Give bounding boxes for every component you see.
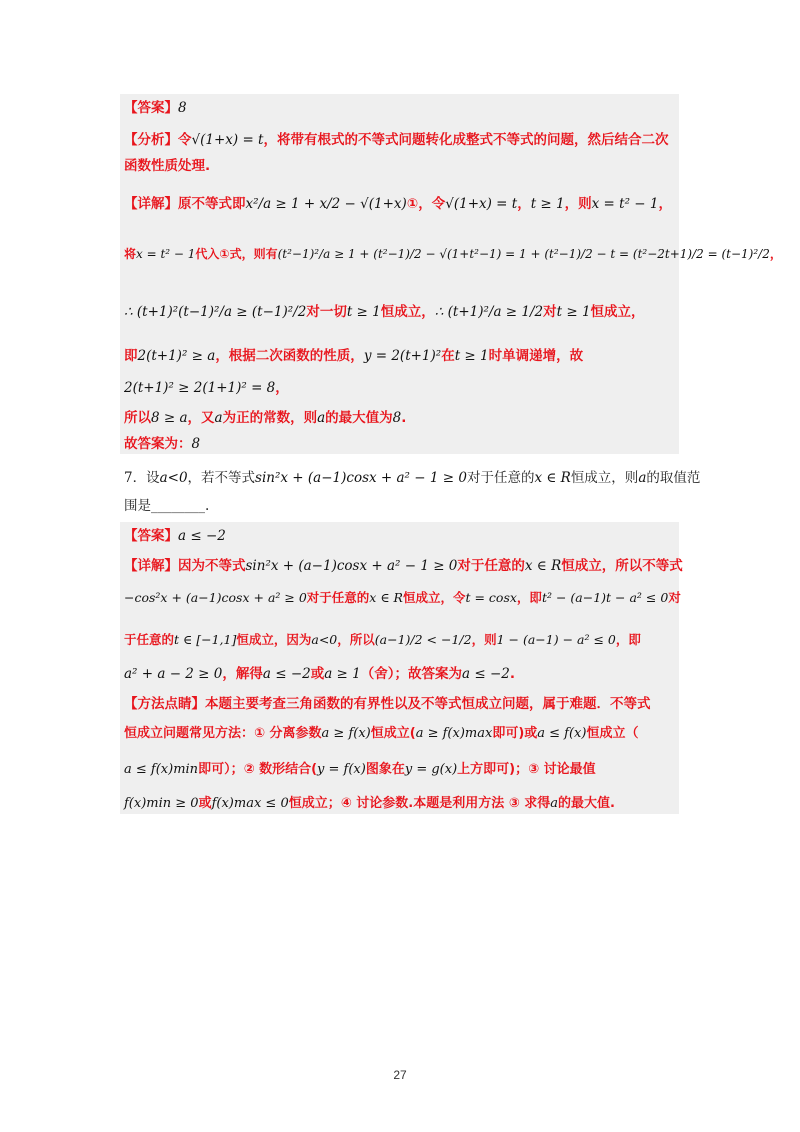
- analysis-line-2: [124, 156, 210, 176]
- formula: x ∈ R: [369, 590, 403, 605]
- formula: a ≥ f(x): [321, 726, 371, 741]
- detail-text: ，解得: [222, 666, 263, 682]
- formula: a<0: [159, 470, 188, 486]
- analysis-text: 函数性质处理.: [124, 158, 211, 174]
- formula: t ≥ 1: [556, 304, 591, 320]
- detail-text: ①，令: [406, 196, 446, 212]
- detail-text: 恒成立，: [380, 304, 435, 320]
- detail-line-2: [124, 244, 782, 264]
- detail-text: ，根据二次函数的性质，: [215, 348, 364, 364]
- detail-line-6: [124, 408, 406, 428]
- formula: a ≤ f(x): [537, 726, 587, 741]
- method-line-1: [124, 694, 651, 714]
- detail-text: ，又: [187, 410, 215, 426]
- formula: a ≤ −2: [262, 666, 311, 682]
- method-label: 【方法点睛】: [124, 696, 205, 712]
- detail-text: 为正的常数，则: [222, 410, 318, 426]
- formula: a: [550, 796, 559, 811]
- method-text: 恒成立(: [370, 726, 416, 741]
- detail-text: 的最大值为: [325, 410, 393, 426]
- detail-text: ，: [769, 247, 782, 261]
- detail-text: ，: [275, 380, 289, 396]
- detail-text: 对于任意的: [306, 590, 370, 605]
- formula: x ∈ R: [534, 470, 571, 486]
- detail-text: ，: [517, 196, 531, 212]
- final-answer-line: [124, 434, 200, 454]
- formula: ∴ (t+1)²(t−1)²/a ≥ (t−1)²/2: [124, 304, 307, 320]
- formula: t ≥ 1: [346, 304, 381, 320]
- answer-label: 【答案】: [124, 100, 178, 116]
- formula: √(1+x) = t: [445, 196, 518, 212]
- method-text: 或: [198, 796, 212, 811]
- detail-text: 所以: [124, 410, 151, 426]
- detail-text: 即: [124, 348, 138, 364]
- formula: a ≤ −2: [462, 666, 510, 682]
- analysis-line: [124, 130, 668, 150]
- detail-label: 【详解】: [124, 196, 178, 212]
- formula: a ≤ f(x)min: [124, 762, 199, 777]
- detail-text: 或: [310, 666, 325, 682]
- method-line-2: [124, 724, 638, 744]
- method-text: 即可）；② 数形结合(: [198, 762, 318, 777]
- formula: 8 ≥ a: [151, 410, 188, 426]
- detail-text: 恒成立，: [590, 304, 645, 320]
- method-text: 恒成立；④ 讨论参数.本题是利用方法 ③ 求得: [288, 796, 551, 811]
- formula: t ∈ [−1,1]: [174, 632, 237, 647]
- method-text: 恒成立（: [586, 726, 639, 741]
- question-text: ，若不等式: [187, 470, 256, 486]
- formula: x = t² − 1: [591, 196, 659, 212]
- formula: t = cosx: [465, 590, 517, 605]
- detail-text: ，: [658, 196, 672, 212]
- question-text: 7．设: [124, 470, 160, 486]
- analysis-text: 令: [178, 132, 192, 148]
- method-text: 的最大值.: [558, 796, 615, 811]
- formula: a ≥ 1: [324, 666, 361, 682]
- detail-line-5: [124, 378, 289, 398]
- question-7-line-2: [124, 496, 209, 516]
- formula: √(1+x) = t: [191, 132, 264, 148]
- question-text: 的取值范: [646, 470, 701, 486]
- answer-line: [124, 98, 187, 118]
- method-line-4: [124, 794, 615, 814]
- formula: a<0: [311, 632, 338, 647]
- answer-value: 8: [178, 100, 187, 116]
- formula: x²/a ≥ 1 + x/2 − √(1+x): [245, 196, 407, 212]
- question-text: 对于任意的: [466, 470, 535, 486]
- detail-text: 恒成立，所以不等式: [561, 558, 683, 574]
- formula: ∴ (t+1)²/a ≥ 1/2: [434, 304, 544, 320]
- detail-text: （舍）；故答案为: [360, 666, 463, 682]
- formula: (a−1)/2 < −1/2: [374, 632, 472, 647]
- detail2-line-2: [124, 588, 681, 608]
- detail-text: 对于任意的: [457, 558, 525, 574]
- method-text: 即可)或: [492, 726, 538, 741]
- formula: sin²x + (a−1)cosx + a² − 1 ≥ 0: [255, 470, 467, 486]
- detail-text: ，则: [471, 632, 497, 647]
- detail2-line-4: [124, 664, 515, 684]
- formula: f(x)min ≥ 0: [124, 796, 199, 811]
- formula: y = g(x): [404, 762, 458, 777]
- formula: −cos²x + (a−1)cosx + a² ≥ 0: [124, 590, 307, 605]
- detail-line-1: [124, 194, 672, 214]
- formula: f(x)max ≤ 0: [211, 796, 289, 811]
- method-line-3: [124, 760, 596, 780]
- formula: 8: [392, 410, 402, 426]
- detail-text: 对: [543, 304, 557, 320]
- final-answer-label: 故答案为：: [124, 436, 192, 452]
- method-text: 本题主要考查三角函数的有界性以及不等式恒成立问题，属于难题．不等式: [205, 696, 651, 712]
- detail-text: 代入①式，则有: [195, 247, 278, 261]
- detail-text: 在: [441, 348, 455, 364]
- formula: a: [214, 410, 223, 426]
- question-text: 恒成立，则: [570, 470, 639, 486]
- analysis-label: 【分析】: [124, 132, 178, 148]
- formula: a² + a − 2 ≥ 0: [124, 666, 223, 682]
- detail-text: 将: [124, 247, 137, 261]
- detail-line-4: [124, 346, 583, 366]
- method-text: 图象在: [365, 762, 405, 777]
- formula: t ≥ 1: [530, 196, 565, 212]
- analysis-text: ，将带有根式的不等式问题转化成整式不等式的问题，然后结合二次: [263, 132, 669, 148]
- detail-text: 时单调递增，故: [488, 348, 584, 364]
- formula: a: [317, 410, 326, 426]
- detail-line-3: [124, 302, 645, 322]
- detail-text: 恒成立，令: [402, 590, 466, 605]
- detail-text: 对: [668, 590, 681, 605]
- final-answer-value: 8: [191, 436, 201, 452]
- detail2-line-3: [124, 630, 641, 650]
- formula: (t²−1)²/a ≥ 1 + (t²−1)/2 − √(1+t²−1) = 1 + (t²−1)/2 − t = (t²−2t+1)/2 = (t−1)²/2: [277, 247, 770, 261]
- detail-text: .: [509, 666, 515, 682]
- detail-text: 对一切: [306, 304, 347, 320]
- detail-text: 恒成立，因为: [236, 632, 312, 647]
- method-text: 恒成立问题常见方法：① 分离参数: [124, 726, 322, 741]
- formula: x ∈ R: [524, 558, 562, 574]
- formula: y = 2(t+1)²: [363, 348, 442, 364]
- detail-text: ，即: [615, 632, 641, 647]
- formula: 1 − (a−1) − a² ≤ 0: [496, 632, 616, 647]
- formula: t² − (a−1)t − a² ≤ 0: [541, 590, 669, 605]
- detail-text: .: [401, 410, 407, 426]
- formula: a: [638, 470, 647, 486]
- answer-line-2: [124, 526, 226, 546]
- detail-label: 【详解】: [124, 558, 178, 574]
- formula: 2(t+1)² ≥ 2(1+1)² = 8: [124, 380, 276, 396]
- detail-text: 因为不等式: [178, 558, 246, 574]
- method-text: 上方即可)；③ 讨论最值: [457, 762, 596, 777]
- formula: 2(t+1)² ≥ a: [137, 348, 216, 364]
- detail-text: ，所以: [337, 632, 375, 647]
- answer-label: 【答案】: [124, 528, 178, 544]
- detail-text: ，则: [564, 196, 592, 212]
- page-number: 27: [393, 1068, 407, 1082]
- answer-value: a ≤ −2: [178, 528, 226, 544]
- question-7-line-1: [124, 468, 700, 488]
- detail-text: 原不等式即: [178, 196, 246, 212]
- question-text: 围是________.: [124, 498, 210, 514]
- formula: x = t² − 1: [136, 247, 196, 261]
- formula: a ≥ f(x)max: [415, 726, 493, 741]
- formula: sin²x + (a−1)cosx + a² − 1 ≥ 0: [245, 558, 458, 574]
- detail-text: 于任意的: [124, 632, 175, 647]
- detail-text: ，即: [516, 590, 542, 605]
- detail2-line-1: [124, 556, 683, 576]
- formula: y = f(x): [317, 762, 366, 777]
- formula: t ≥ 1: [454, 348, 489, 364]
